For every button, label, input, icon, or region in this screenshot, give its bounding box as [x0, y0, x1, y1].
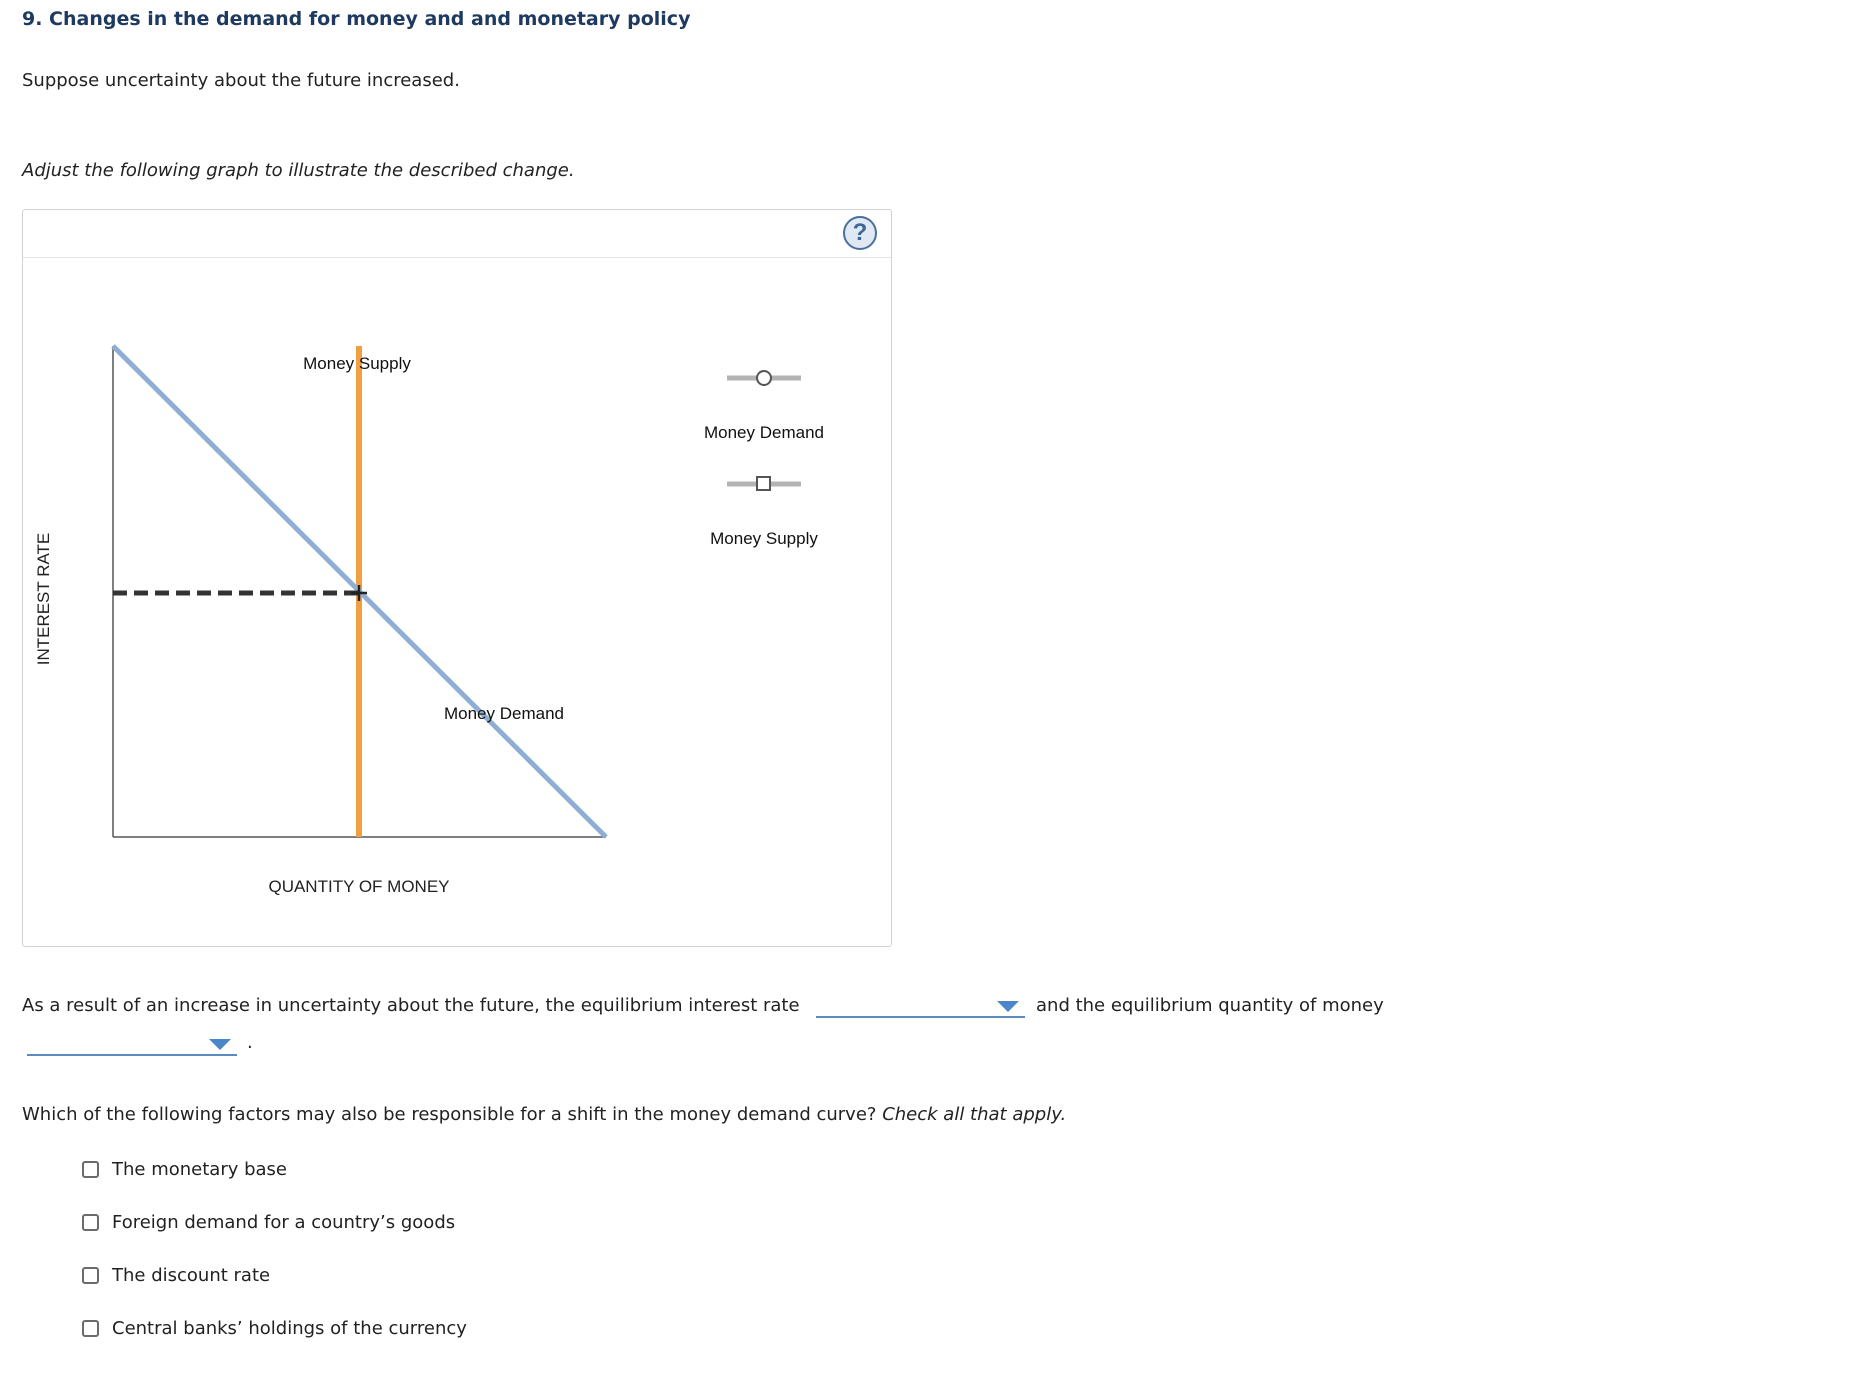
x-axis-label: QUANTITY OF MONEY	[268, 877, 450, 896]
chevron-down-icon	[209, 1039, 231, 1050]
scenario-text: Suppose uncertainty about the future increased.	[22, 70, 460, 91]
quantity-of-money-dropdown[interactable]	[27, 1034, 237, 1056]
result-sentence-period: .	[247, 1032, 253, 1053]
checkbox-option-central-bank-holdings[interactable]	[82, 1318, 467, 1339]
checkbox-label: Central banks’ holdings of the currency	[112, 1318, 467, 1339]
chevron-down-icon	[997, 1001, 1019, 1012]
checkbox-option-discount-rate[interactable]	[82, 1265, 270, 1286]
checklist-prompt	[22, 1104, 1066, 1125]
help-icon[interactable]: ?	[843, 216, 877, 250]
y-axis-label: INTEREST RATE	[34, 532, 53, 666]
checkbox[interactable]	[82, 1214, 99, 1231]
money-supply-curve-label: Money Supply	[303, 354, 411, 373]
checkbox-option-monetary-base[interactable]	[82, 1159, 287, 1180]
legend-money-supply-tool[interactable]	[710, 477, 818, 548]
interest-rate-dropdown[interactable]	[816, 996, 1025, 1018]
checkbox[interactable]	[82, 1161, 99, 1178]
money-market-graph	[23, 210, 891, 946]
legend-money-demand-label: Money Demand	[703, 423, 825, 442]
legend-money-supply-label: Money Supply	[710, 529, 818, 548]
square-marker-icon	[757, 477, 770, 490]
instruction-text: Adjust the following graph to illustrate the described change.	[22, 160, 575, 181]
circle-marker-icon	[757, 371, 771, 385]
checkbox-label: Foreign demand for a country’s goods	[112, 1212, 456, 1233]
graph-panel	[22, 209, 892, 947]
checkbox-label: The monetary base	[112, 1159, 287, 1180]
checkbox[interactable]	[82, 1267, 99, 1284]
result-sentence-part2: and the equilibrium quantity of money	[1036, 995, 1384, 1016]
checkbox-label: The discount rate	[112, 1265, 271, 1286]
checkbox[interactable]	[82, 1320, 99, 1337]
result-sentence-part1: As a result of an increase in uncertainty about the future, the equilibrium interest rate	[22, 995, 800, 1016]
checkbox-option-foreign-demand[interactable]	[82, 1212, 455, 1233]
question-title: 9. Changes in the demand for money and and monetary policy	[22, 8, 691, 30]
money-demand-curve-label: Money Demand	[443, 704, 565, 723]
checklist-prompt-hint: Check all that apply.	[882, 1104, 1067, 1125]
checklist-prompt-text: Which of the following factors may also be responsible for a shift in the money demand curve?	[22, 1104, 877, 1125]
legend-money-demand-tool[interactable]	[704, 371, 824, 442]
